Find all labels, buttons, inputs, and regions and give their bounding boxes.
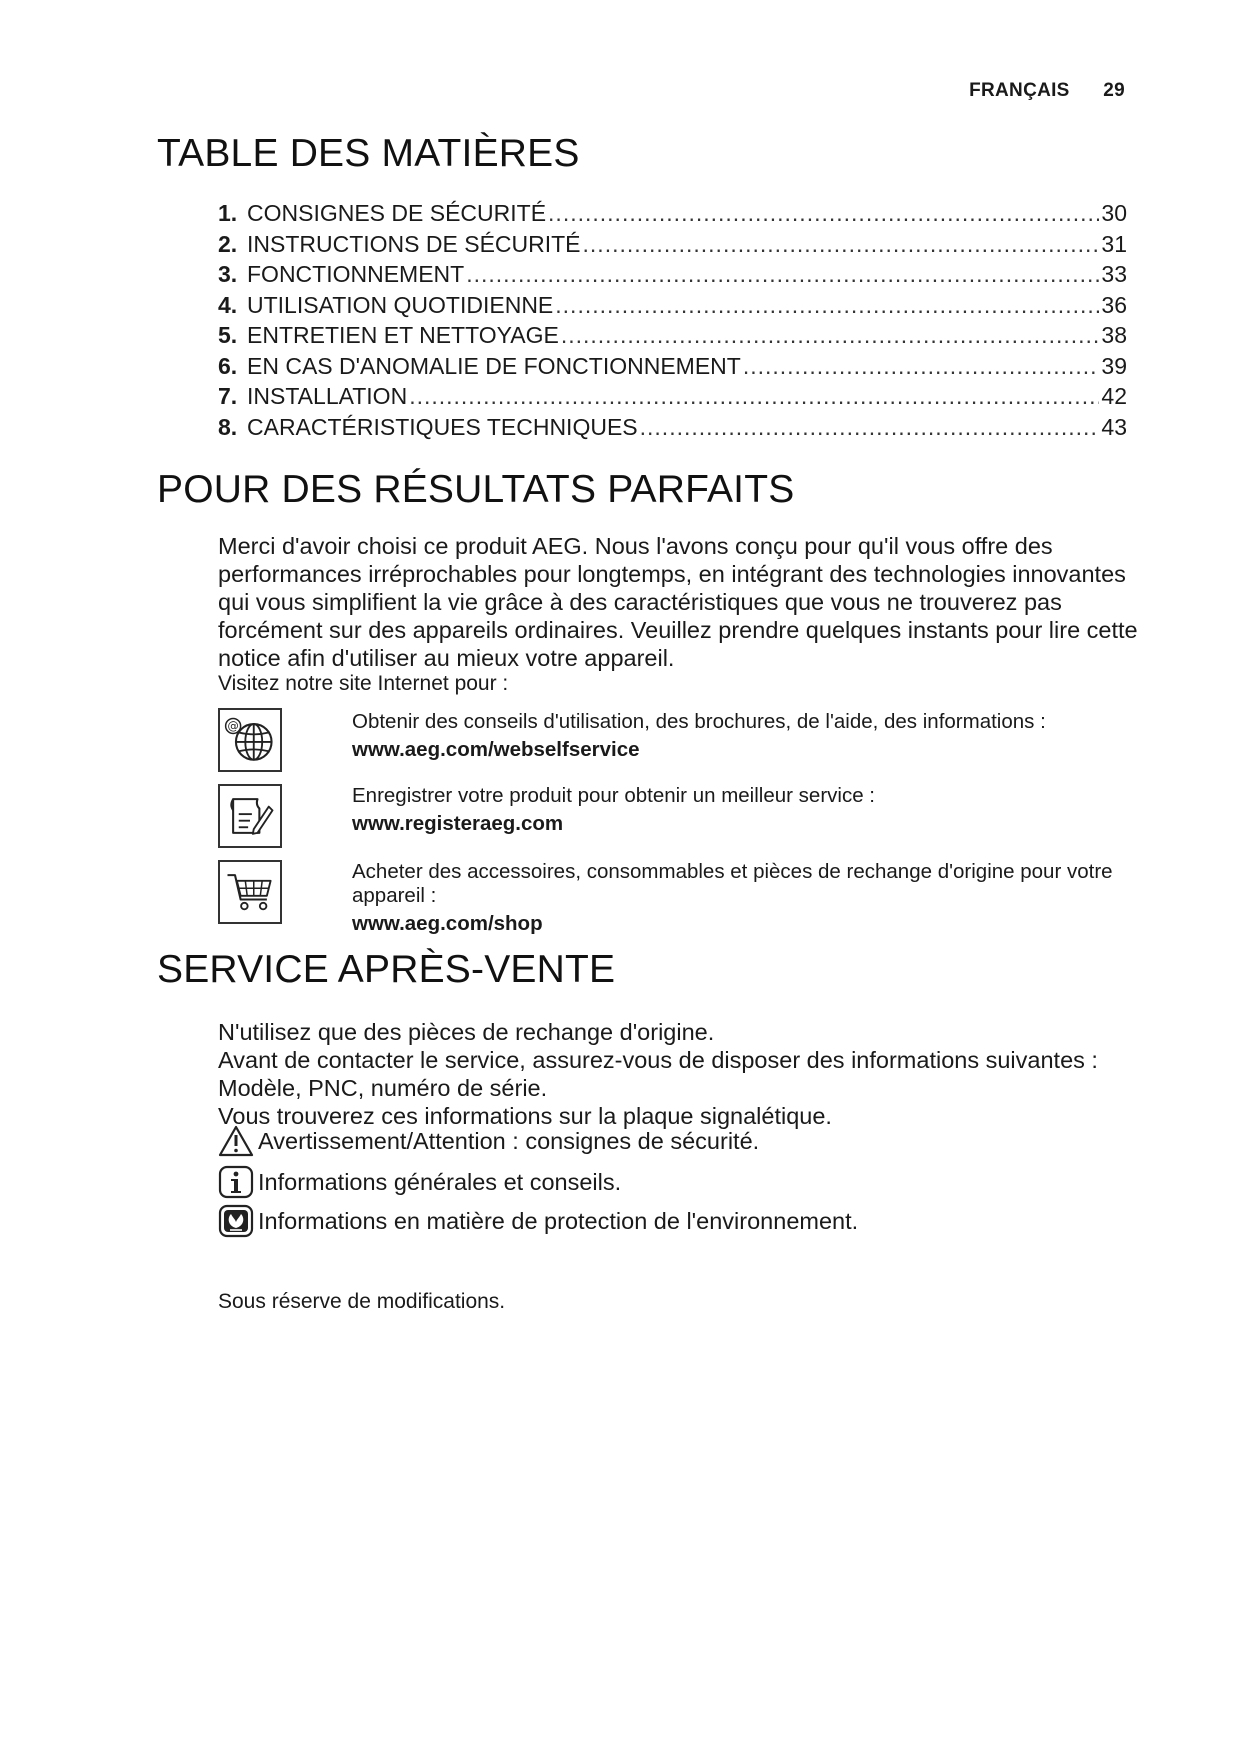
toc-leader-dots: [583, 229, 1100, 260]
toc-item[interactable]: [218, 320, 1127, 351]
toc-leader-dots: [548, 198, 1099, 229]
toc-item[interactable]: [218, 229, 1127, 260]
service-url-link[interactable]: www.aeg.com/shop: [352, 912, 543, 935]
toc-item-page: 36: [1101, 291, 1127, 318]
legend-environment: [218, 1204, 1138, 1240]
environment-icon: [218, 1204, 254, 1238]
toc-leader-dots: [555, 290, 1099, 321]
service-description: Enregistrer votre produit pour obtenir un meilleur service :: [352, 784, 875, 807]
web-globe-icon: [218, 708, 282, 772]
toc-title: TABLE DES MATIÈRES: [157, 132, 580, 175]
toc-item-number: 7.: [218, 383, 238, 409]
legend-text: Informations en matière de protection de l'environnement.: [258, 1208, 859, 1234]
service-text: [352, 784, 1142, 836]
toc-leader-dots: [466, 259, 1099, 290]
toc-item-page: 42: [1101, 383, 1127, 409]
table-of-contents: [218, 198, 1127, 442]
toc-item-title: INSTRUCTIONS DE SÉCURITÉ: [247, 230, 581, 257]
page-number: 29: [1103, 80, 1125, 101]
warning-triangle-icon: [218, 1124, 254, 1158]
toc-item-number: 6.: [218, 352, 238, 379]
toc-item-title: INSTALLATION: [247, 383, 408, 409]
perfect-results-title: POUR DES RÉSULTATS PARFAITS: [157, 468, 795, 511]
toc-leader-dots: [409, 381, 1099, 412]
service-text: [352, 860, 1142, 936]
toc-leader-dots: [743, 351, 1100, 382]
after-sales-line: N'utilisez que des pièces de rechange d'origine.: [218, 1019, 715, 1045]
intro-paragraph: Merci d'avoir choisi ce produit AEG. Nous l'avons conçu pour qu'il vous offre des performances irréprochables pour longtemps, en intégrant des technologies innovantes qui vous simplifient la vie grâce à des caractéristiques que vous ne trouverez pas forcément sur des appareils ordinaires. Veuillez prendre quelques instants pour lire cette notice afin d'utiliser au mieux votre appareil.: [218, 533, 1138, 671]
legend-warning: [218, 1124, 1138, 1160]
service-text: [352, 710, 1142, 762]
info-icon: [218, 1165, 254, 1199]
toc-item-number: 8.: [218, 413, 238, 440]
toc-item[interactable]: [218, 259, 1127, 290]
legend-info: [218, 1165, 1138, 1201]
toc-item-page: 38: [1101, 322, 1127, 348]
shopping-cart-icon: [218, 860, 282, 924]
footer-note: Sous réserve de modifications.: [218, 1290, 506, 1313]
legend-text: Avertissement/Attention : consignes de sécurité.: [258, 1128, 760, 1154]
toc-item-title: EN CAS D'ANOMALIE DE FONCTIONNEMENT: [247, 352, 741, 379]
toc-item[interactable]: [218, 381, 1127, 412]
after-sales-line: Avant de contacter le service, assurez-vous de disposer des informations suivantes : Modèle, PNC, numéro de série.: [218, 1047, 1098, 1101]
after-sales-line: Vous trouverez ces informations sur la plaque signalétique.: [218, 1103, 832, 1129]
service-url-link[interactable]: www.registeraeg.com: [352, 812, 564, 835]
toc-item-number: 3.: [218, 261, 238, 287]
service-url-link[interactable]: www.aeg.com/webselfservice: [352, 738, 640, 761]
service-description: Acheter des accessoires, consommables et pièces de rechange d'origine pour votre appareil :: [352, 860, 1113, 907]
toc-item[interactable]: [218, 198, 1127, 229]
toc-item[interactable]: [218, 412, 1127, 443]
toc-item[interactable]: [218, 351, 1127, 382]
toc-item-number: 1.: [218, 200, 238, 226]
toc-item-number: 2.: [218, 230, 238, 257]
service-description: Obtenir des conseils d'utilisation, des brochures, de l'aide, des informations :: [352, 710, 1046, 733]
toc-item-number: 4.: [218, 291, 238, 318]
visit-website-text: Visitez notre site Internet pour :: [218, 672, 509, 695]
svg-text:@: @: [227, 719, 239, 733]
toc-item-title: UTILISATION QUOTIDIENNE: [247, 291, 554, 318]
toc-item-title: FONCTIONNEMENT: [247, 261, 465, 287]
after-sales-text: [218, 1018, 1138, 1130]
toc-item-title: CARACTÉRISTIQUES TECHNIQUES: [247, 413, 638, 440]
toc-item-number: 5.: [218, 322, 238, 348]
register-document-icon: [218, 784, 282, 848]
toc-leader-dots: [561, 320, 1100, 351]
toc-item-page: 43: [1101, 413, 1127, 440]
after-sales-title: SERVICE APRÈS-VENTE: [157, 948, 616, 991]
legend-text: Informations générales et conseils.: [258, 1169, 622, 1195]
toc-item-title: ENTRETIEN ET NETTOYAGE: [247, 322, 559, 348]
toc-item-page: 33: [1101, 261, 1127, 287]
toc-item-title: CONSIGNES DE SÉCURITÉ: [247, 200, 547, 226]
toc-leader-dots: [640, 412, 1100, 443]
toc-item-page: 31: [1101, 230, 1127, 257]
toc-item-page: 39: [1101, 352, 1127, 379]
toc-item-page: 30: [1101, 200, 1127, 226]
page-header: [880, 80, 1125, 102]
header-language: FRANÇAIS: [969, 80, 1070, 101]
toc-item[interactable]: [218, 290, 1127, 321]
